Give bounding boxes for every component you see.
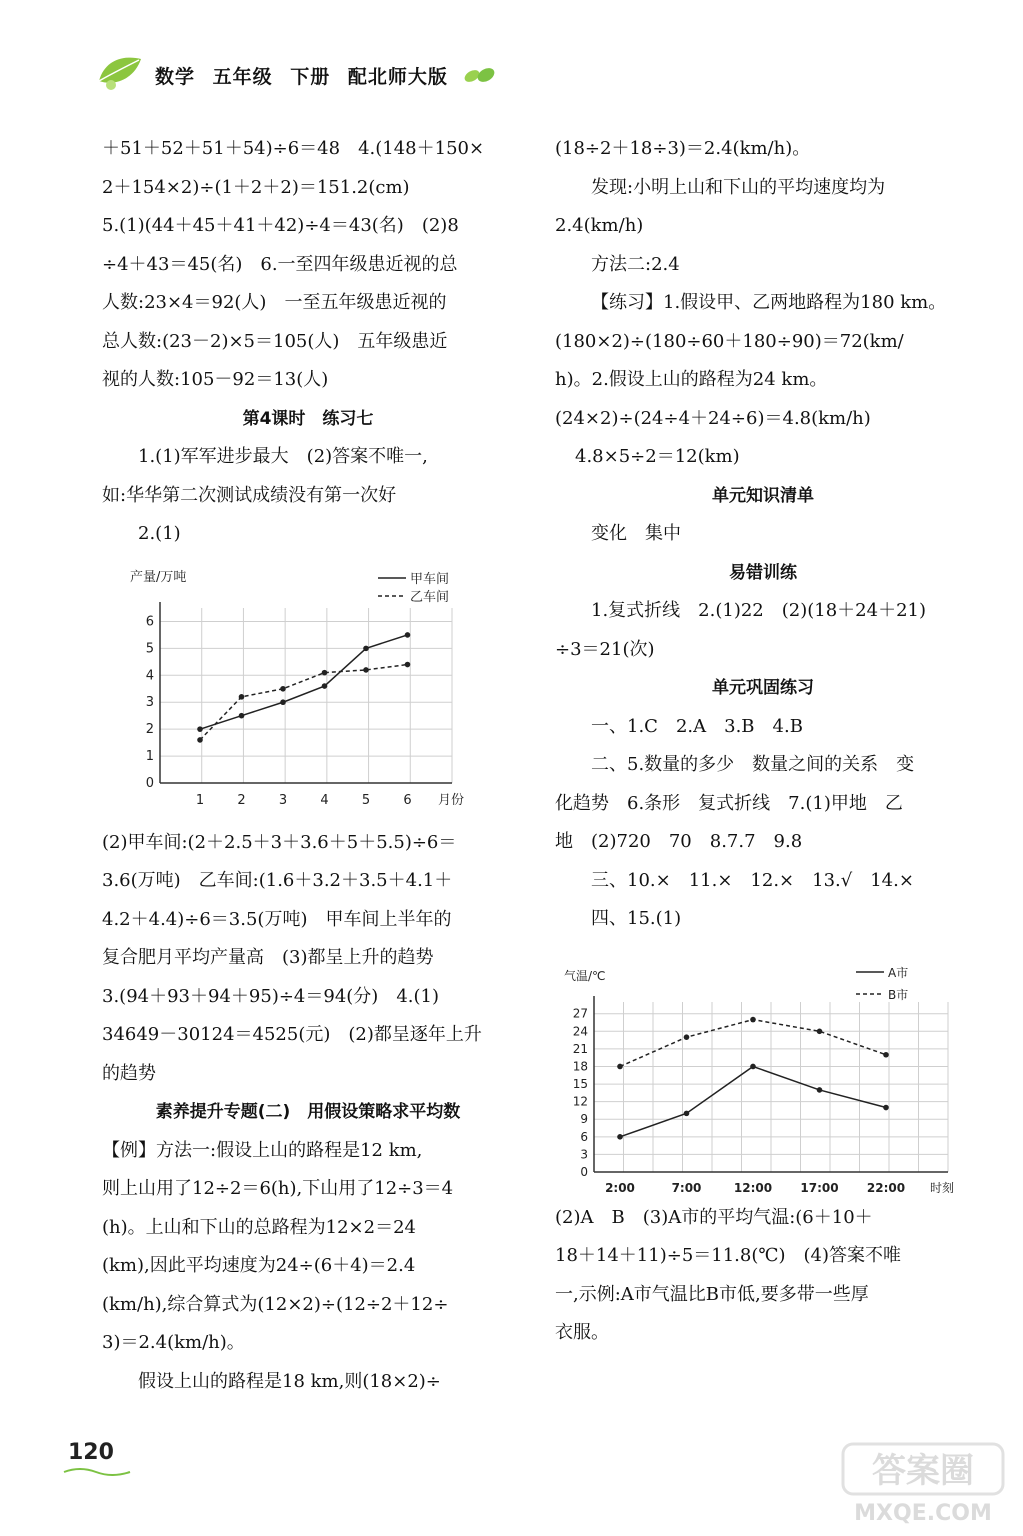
y-tick-label: 24: [572, 1024, 588, 1039]
text-line: 1.(1)军军进步最大 (2)答案不唯一,: [138, 446, 428, 467]
text-line: 地 (2)720 70 8.7.7 9.8: [555, 831, 803, 852]
data-point: [197, 726, 203, 732]
text-line: (18÷2＋18÷3)＝2.4(km/h)。: [555, 138, 811, 159]
text-line: 的趋势: [102, 1062, 156, 1084]
text-line: 5.(1)(44＋45＋41＋42)÷4＝43(名) (2)8: [102, 215, 459, 236]
text-line: 人数:23×4＝92(人) 一至五年级患近视的: [102, 292, 447, 313]
text-line: 发现:小明上山和下山的平均速度均为: [591, 176, 886, 198]
text-line: 化趋势 6.条形 复式折线 7.(1)甲地 乙: [555, 792, 903, 814]
text-line: 则上山用了12÷2＝6(h),下山用了12÷3＝4: [102, 1178, 454, 1199]
text-line: ÷3＝21(次): [555, 638, 655, 660]
data-point: [405, 632, 411, 638]
data-point: [817, 1087, 823, 1093]
text-line: (2)甲车间:(2＋2.5＋3＋3.6＋5＋5.5)÷6＝: [102, 831, 457, 853]
text-line: 方法二:2.4: [591, 253, 680, 275]
data-point: [684, 1034, 690, 1040]
x-tick-label: 6: [403, 793, 412, 808]
data-point: [322, 683, 328, 689]
y-axis-label: 气温/℃: [564, 969, 606, 983]
data-point: [684, 1111, 690, 1117]
data-point: [617, 1134, 623, 1140]
text-line: 【例】方法一:假设上山的路程是12 km,: [102, 1139, 423, 1161]
header-title: [155, 62, 448, 89]
text-line: (24×2)÷(24÷4＋24÷6)＝4.8(km/h): [555, 407, 871, 429]
data-point: [363, 667, 369, 673]
text-line: (2)A B (3)A市的平均气温:(6＋10＋: [555, 1206, 873, 1228]
y-tick-label: 0: [580, 1165, 588, 1179]
x-tick-label: 1: [195, 793, 205, 808]
header-edition: 配北师大版: [347, 65, 448, 88]
error-training-heading: 易错训练: [729, 562, 797, 583]
x-tick-label: 4: [320, 793, 329, 808]
data-point: [363, 646, 369, 652]
y-tick-label: 0: [145, 776, 154, 791]
page-number-decoration-icon: [62, 1466, 132, 1476]
text-line: 视的人数:105－92＝13(人): [102, 369, 329, 390]
svg-text:MXQE.COM: MXQE.COM: [854, 1501, 992, 1526]
text-line: 3.6(万吨) 乙车间:(1.6＋3.2＋3.5＋4.1＋: [102, 870, 453, 891]
text-line: 1.复式折线 2.(1)22 (2)(18＋24＋21): [591, 600, 927, 621]
x-axis-label: 时刻: [930, 1181, 955, 1195]
y-tick-label: 18: [572, 1059, 588, 1074]
data-point: [280, 686, 286, 692]
page-number: 120: [68, 1440, 114, 1465]
text-line: 4.8×5÷2＝12(km): [575, 446, 740, 467]
y-tick-label: 9: [580, 1112, 588, 1127]
text-line: 2＋154×2)÷(1＋2＋2)＝151.2(cm): [102, 176, 410, 198]
y-tick-label: 12: [572, 1094, 588, 1109]
lesson4-heading: 第4课时 练习七: [242, 408, 374, 429]
x-tick-label: 17:00: [800, 1181, 839, 1195]
series-line-2: [620, 1020, 886, 1067]
y-tick-label: 6: [580, 1129, 588, 1144]
x-tick-label: 7:00: [671, 1181, 702, 1195]
text-line: (180×2)÷(180÷60＋180÷90)＝72(km/: [555, 330, 904, 352]
text-line: 四、15.(1): [591, 908, 682, 929]
y-tick-label: 27: [572, 1006, 588, 1021]
data-point: [197, 737, 203, 743]
text-line: 变化 集中: [591, 523, 681, 544]
text-line: 复合肥月平均产量高 (3)都呈上升的趋势: [102, 947, 434, 968]
text-line: 2.(1): [138, 523, 181, 544]
text-line: 3.(94＋93＋94＋95)÷4＝94(分) 4.(1): [102, 985, 439, 1007]
header-grade: 五年级: [212, 65, 273, 88]
text-line: 如:华华第二次测试成绩没有第一次好: [102, 484, 397, 506]
x-tick-label: 3: [278, 793, 288, 808]
text-line: 4.2＋4.4)÷6＝3.5(万吨) 甲车间上半年的: [102, 908, 452, 930]
text-line: 一、1.C 2.A 3.B 4.B: [591, 715, 803, 737]
y-tick-label: 5: [145, 641, 154, 657]
text-line: ＋51＋52＋51＋54)÷6＝48 4.(148＋150×: [102, 138, 485, 159]
text-line: 3)＝2.4(km/h)。: [102, 1332, 245, 1353]
leaf-logo-icon: [95, 51, 145, 93]
data-point: [239, 713, 245, 719]
data-point: [750, 1017, 756, 1023]
text-line: 【练习】1.假设甲、乙两地路程为180 km。: [591, 292, 947, 313]
header-subject: 数学: [155, 65, 196, 88]
legend-label: A市: [888, 966, 909, 980]
text-line: 2.4(km/h): [555, 215, 644, 236]
unit-practice-heading: 单元巩固练习: [712, 678, 814, 698]
text-line: 18＋14＋11)÷5＝11.8(℃) (4)答案不唯: [555, 1245, 902, 1266]
data-point: [280, 699, 286, 705]
data-point: [750, 1064, 756, 1070]
legend-label: 甲车间: [410, 572, 450, 587]
text-line: 总人数:(23－2)×5＝105(人) 五年级患近: [102, 330, 448, 352]
data-point: [322, 670, 328, 676]
y-tick-label: 4: [145, 668, 154, 684]
page-header: [95, 55, 496, 95]
special-heading: 素养提升专题(二) 用假设策略求平均数: [155, 1102, 461, 1122]
x-axis-label: 月份: [438, 793, 465, 808]
svg-text:答案圈: 答案圈: [872, 1451, 974, 1491]
production-line-chart: [120, 563, 500, 808]
y-tick-label: 2: [145, 722, 154, 738]
text-line: ÷4＋43＝45(名) 6.一至四年级患近视的总: [102, 253, 458, 275]
text-line: 34649－30124＝4525(元) (2)都呈逐年上升: [102, 1024, 482, 1045]
legend-label: 乙车间: [410, 590, 450, 605]
header-volume: 下册: [290, 65, 331, 88]
y-tick-label: 15: [572, 1077, 588, 1092]
y-tick-label: 21: [572, 1041, 588, 1056]
y-tick-label: 1: [145, 749, 154, 765]
data-point: [617, 1064, 623, 1070]
x-tick-label: 12:00: [733, 1181, 773, 1195]
data-point: [883, 1052, 889, 1058]
text-line: 假设上山的路程是18 km,则(18×2)÷: [138, 1370, 441, 1392]
x-tick-label: 2:00: [605, 1181, 635, 1195]
temperature-line-chart: [560, 960, 970, 1200]
text-line: 一,示例:A市气温比B市低,要多带一些厚: [555, 1283, 869, 1305]
y-tick-label: 3: [580, 1147, 588, 1162]
data-point: [817, 1029, 823, 1035]
unit-list-heading: 单元知识清单: [712, 485, 814, 506]
data-point: [405, 662, 411, 668]
y-tick-label: 6: [145, 614, 154, 630]
y-axis-label: 产量/万吨: [130, 570, 187, 585]
text-line: 三、10.× 11.× 12.× 13.√ 14.×: [591, 869, 914, 891]
series-line-1: [200, 635, 408, 729]
x-tick-label: 2: [237, 793, 246, 808]
x-tick-label: 22:00: [866, 1181, 906, 1195]
text-line: 衣服。: [555, 1322, 609, 1343]
data-point: [239, 694, 245, 700]
x-tick-label: 5: [361, 793, 371, 808]
y-tick-label: 3: [145, 695, 154, 711]
legend-label: B市: [888, 988, 909, 1002]
text-line: (km/h),综合算式为(12×2)÷(12÷2＋12÷: [102, 1293, 449, 1315]
text-line: h)。2.假设上山的路程为24 km。: [555, 369, 828, 390]
text-line: (km),因此平均速度为24÷(6＋4)＝2.4: [102, 1255, 416, 1276]
leaf-small-icon: [462, 64, 496, 86]
watermark-logo-icon: [839, 1438, 1009, 1528]
text-line: 二、5.数量的多少 数量之间的关系 变: [591, 754, 915, 775]
data-point: [883, 1105, 889, 1111]
text-line: (h)。上山和下山的总路程为12×2＝24: [102, 1216, 416, 1238]
